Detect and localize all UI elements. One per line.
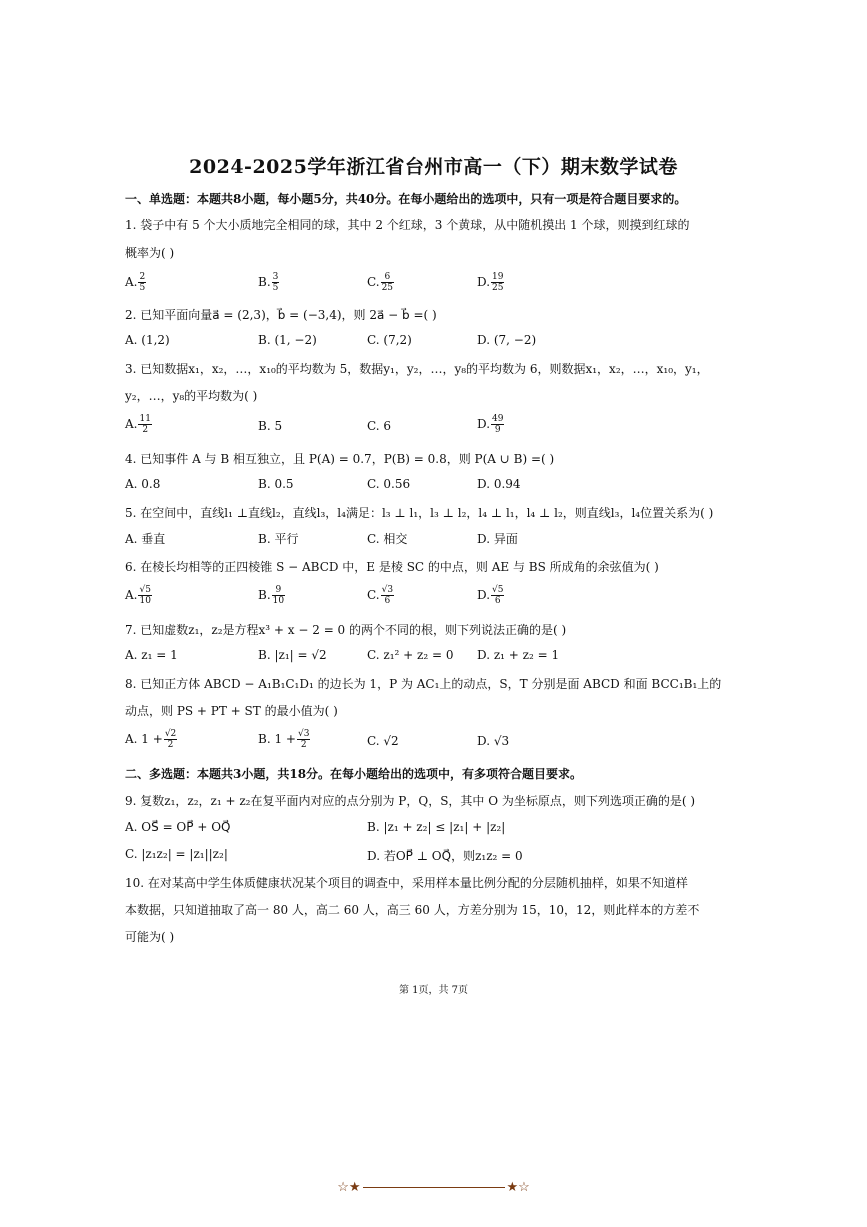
option-c[interactable]: C. $\frac{6}{25}$ [367,272,394,293]
question-2-options [125,333,725,359]
option-a[interactable]: A. 1 + $\frac{√2}{2}$ [125,729,177,750]
option-c[interactable]: C. (7,2) [367,333,412,347]
option-a[interactable]: A. 0.8 [125,477,161,491]
question-9-options-row2 [125,847,725,873]
option-a[interactable]: A. $\frac{11}{2}$ [125,414,151,435]
option-d[interactable]: D. z₁ + z₂ = 1 [477,648,560,662]
option-b[interactable]: B. |z₁ + z₂| ≤ |z₁| + |z₂| [367,820,506,834]
option-c[interactable]: C. 0.56 [367,477,411,491]
question-10-text: 10. 在对某高中学生体质健康状况某个项目的调查中，采用样本量比例分配的分层随机抽样，如果不知道样 [125,876,688,890]
option-b[interactable]: B. |z₁| = √2 [258,648,327,662]
option-c[interactable]: C. |z₁z₂| = |z₁||z₂| [125,847,228,861]
option-b[interactable]: B. 5 [258,419,283,433]
option-d[interactable]: D. (7, −2) [477,333,537,347]
fraction: $\frac{√5}{10}$ [139,585,151,606]
option-d[interactable]: D. √3 [477,734,510,748]
question-10-text-cont2: 可能为( ) [125,930,175,944]
question-4-text: 4. 已知事件 A 与 B 相互独立，且 P(A) = 0.7，P(B) = 0.8，则 P(A ∪ B) =( ) [125,452,555,466]
option-c[interactable]: C. 6 [367,419,392,433]
option-c[interactable]: C. 相交 [367,532,408,546]
question-3-text-cont: y₂，…，y₈的平均数为( ) [125,389,258,403]
question-8-options [125,729,725,755]
option-d[interactable]: D. 若OP⃗ ⊥ OQ⃗，则z₁z₂ = 0 [367,849,523,863]
question-1-text-cont: 概率为( ) [125,246,175,260]
question-5-text: 5. 在空间中，直线l₁ ⊥直线l₂，直线l₃，l₄满足：l₃ ⊥ l₁，l₃ ⊥ l₂，l₄ ⊥ l₁，l₄ ⊥ l₂，则直线l₃，l₄位置关系为( ) [125,506,714,520]
fraction: $\frac{√3}{6}$ [381,585,394,606]
fraction: $\frac{9}{10}$ [272,585,285,606]
option-c[interactable]: C. √2 [367,734,399,748]
option-a[interactable]: A. (1,2) [125,333,170,347]
question-9-text: 9. 复数z₁，z₂，z₁ + z₂在复平面内对应的点分别为 P，Q，S，其中 O 为坐标原点，则下列选项正确的是( ) [125,794,696,808]
fraction: $\frac{6}{25}$ [381,272,394,293]
question-10-text-cont: 本数据，只知道抽取了高一 80 人，高二 60 人，高三 60 人，方差分别为 15，10，12，则此样本的方差不 [125,903,700,917]
option-a[interactable]: A. $\frac{√5}{10}$ [125,585,151,606]
option-b[interactable]: B. 0.5 [258,477,294,491]
fraction: $\frac{3}{5}$ [272,272,279,293]
question-7-options [125,648,725,674]
question-4-options [125,477,725,503]
option-a[interactable]: A. z₁ = 1 [125,648,178,662]
option-c[interactable]: C. $\frac{√3}{6}$ [367,585,394,606]
decorative-divider [0,1180,867,1195]
option-b[interactable]: B. 1 + $\frac{√3}{2}$ [258,729,310,750]
star-icon: ☆★ [337,1180,361,1195]
question-6-text: 6. 在棱长均相等的正四棱锥 S − ABCD 中，E 是棱 SC 的中点，则 AE 与 BS 所成角的余弦值为( ) [125,560,659,574]
question-5-options [125,530,725,556]
option-d[interactable]: D. $\frac{√5}{6}$ [477,585,504,606]
fraction: $\frac{19}{25}$ [492,272,504,293]
option-a[interactable]: A. $\frac{2}{5}$ [125,272,146,293]
page-title: 2024-2025学年浙江省台州市高一（下）期末数学试卷 [189,156,678,178]
option-d[interactable]: D. 异面 [477,532,518,546]
question-3-text: 3. 已知数据x₁，x₂，…，x₁₀的平均数为 5，数据y₁，y₂，…，y₈的平均数为 6，则数据x₁，x₂，…，x₁₀，y₁， [125,362,709,376]
option-b[interactable]: B. $\frac{9}{10}$ [258,585,285,606]
fraction: $\frac{√5}{6}$ [492,585,504,606]
option-b[interactable]: B. 平行 [258,532,299,546]
question-3-options [125,414,725,440]
option-d[interactable]: D. $\frac{19}{25}$ [477,272,504,293]
question-1-text: 1. 袋子中有 5 个大小质地完全相同的球，其中 2 个红球，3 个黄球，从中随机摸出 1 个球，则摸到红球的 [125,218,690,232]
star-icon: ★☆ [506,1180,530,1195]
option-a[interactable]: A. OS⃗ = OP⃗ + OQ⃗ [125,820,231,834]
option-b[interactable]: B. (1, −2) [258,333,317,347]
fraction: $\frac{√2}{2}$ [164,729,177,750]
fraction: $\frac{49}{9}$ [492,414,504,435]
fraction: $\frac{2}{5}$ [139,272,146,293]
question-8-text: 8. 已知正方体 ABCD − A₁B₁C₁D₁ 的边长为 1，P 为 AC₁上的动点，S，T 分别是面 ABCD 和面 BCC₁B₁上的 [125,677,722,691]
question-2-text: 2. 已知平面向量a⃗ = (2,3)，b⃗ = (−3,4)，则 2a⃗ − b⃗ =( ) [125,308,437,322]
fraction: $\frac{11}{2}$ [139,414,151,435]
option-b[interactable]: B. $\frac{3}{5}$ [258,272,279,293]
question-1-options [125,272,725,298]
section-multiple-choice-heading: 二、多选题：本题共3小题，共18分。在每小题给出的选项中，有多项符合题目要求。 [125,767,583,781]
question-7-text: 7. 已知虚数z₁，z₂是方程x³ + x − 2 = 0 的两个不同的根，则下列说法正确的是( ) [125,623,567,637]
section-single-choice-heading: 一、单选题：本题共8小题，每小题5分，共40分。在每小题给出的选项中，只有一项是符合题目要求的。 [125,192,687,206]
question-6-options [125,585,725,611]
question-8-text-cont: 动点，则 PS + PT + ST 的最小值为( ) [125,704,338,718]
fraction: $\frac{√3}{2}$ [297,729,310,750]
option-d[interactable]: D. $\frac{49}{9}$ [477,414,504,435]
option-a[interactable]: A. 垂直 [125,532,166,546]
option-d[interactable]: D. 0.94 [477,477,521,491]
question-9-options-row1 [125,820,725,846]
page-footer: 第 1页，共 7页 [398,985,469,996]
option-c[interactable]: C. z₁² + z₂ = 0 [367,648,454,662]
divider-line [363,1187,505,1188]
